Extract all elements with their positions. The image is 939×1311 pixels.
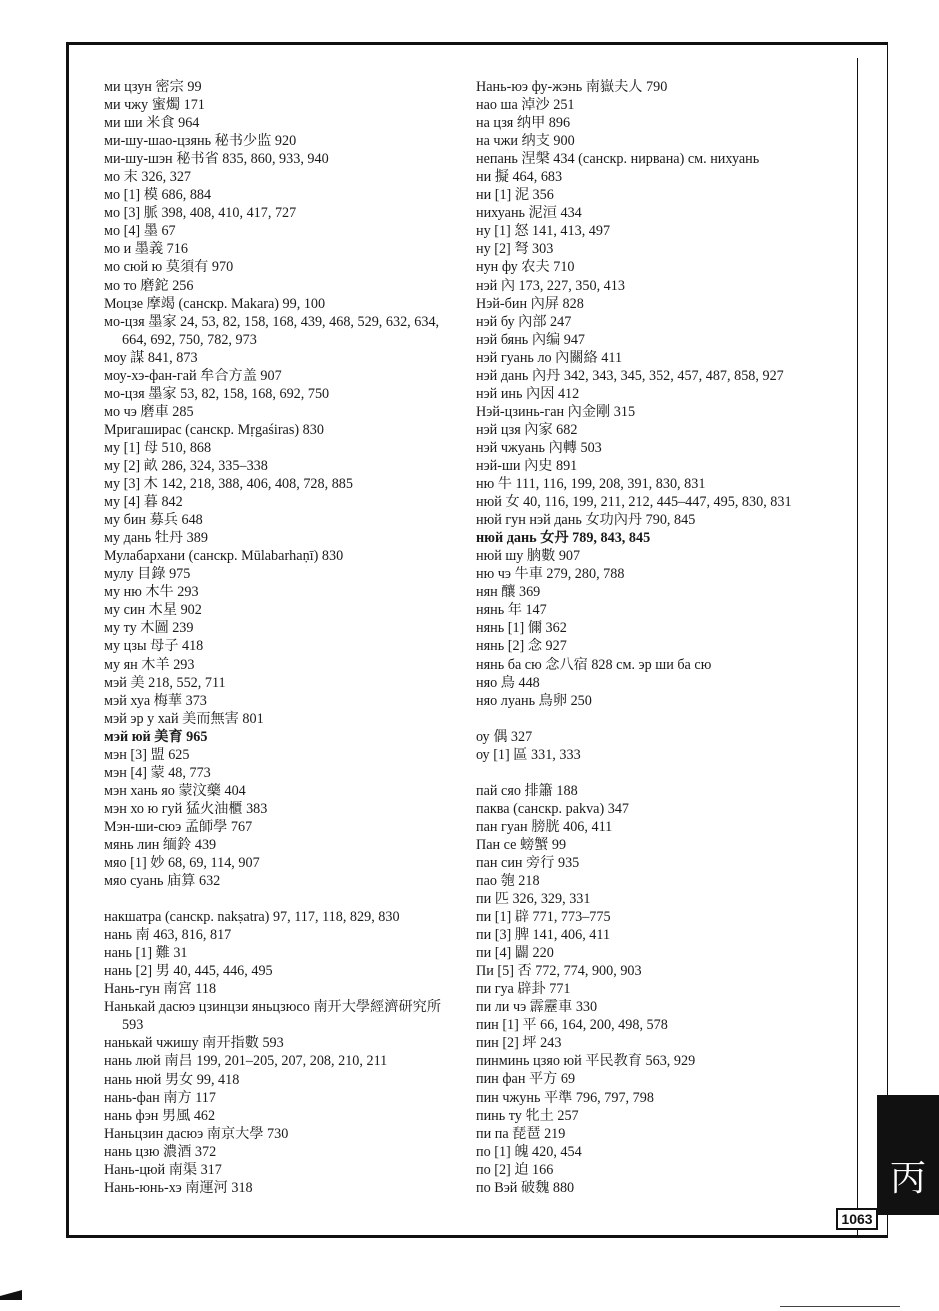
index-entry: мяо суань 庙算 632 <box>104 873 221 890</box>
index-entry: нэй дань 內丹 342, 343, 345, 352, 457, 487, 858, 927 <box>476 367 784 384</box>
index-entry: нао ша 淖沙 251 <box>476 97 575 114</box>
index-entry: пи [3] 脾 141, 406, 411 <box>476 927 611 944</box>
index-entry: мо сюй ю 莫須有 970 <box>104 259 234 276</box>
index-entry: мэй эр у хай 美而無害 801 <box>104 710 264 727</box>
index-entry: нюй шу 朒數 907 <box>476 548 581 565</box>
index-entry: му [4] 暮 842 <box>104 494 183 511</box>
index-entry: нань [2] 男 40, 445, 446, 495 <box>104 963 273 980</box>
index-entry: нянь [2] 念 927 <box>476 638 567 655</box>
index-entry: ми ши 米食 964 <box>104 115 200 132</box>
index-entry: Моцзе 摩竭 (санскр. Makara) 99, 100 <box>104 295 326 312</box>
index-entry: Мэн-ши-сюэ 孟師學 767 <box>104 818 253 835</box>
index-entry: Пи [5] 否 772, 774, 900, 903 <box>476 963 642 980</box>
index-entry: нэй чжуань 內轉 503 <box>476 439 602 456</box>
index-column-left <box>104 78 459 1197</box>
index-entry: Нэй-цзинь-ган 內金剛 315 <box>476 403 636 420</box>
index-entry: му ту 木圖 239 <box>104 620 194 637</box>
index-entry: му дань 牡丹 389 <box>104 530 208 547</box>
index-entry: оу 偶 327 <box>476 728 533 745</box>
index-entry: непань 涅槃 434 (санскр. нирвана) см. нихуань <box>476 151 760 168</box>
index-entry: нихуань 泥洹 434 <box>476 205 582 222</box>
index-entry: Мулабархани (санскр. Mūlabarhaṇī) 830 <box>104 548 344 565</box>
index-entry: мо 末 326, 327 <box>104 169 192 186</box>
index-entry: моу 謀 841, 873 <box>104 349 198 366</box>
index-entry: ми-шу-шэн 秘书省 835, 860, 933, 940 <box>104 151 329 168</box>
index-entry: мэн хо ю гуй 猛火油櫃 383 <box>104 800 268 817</box>
index-entry: мо [3] 脈 398, 408, 410, 417, 727 <box>104 205 297 222</box>
index-entry: пин [2] 坪 243 <box>476 1035 562 1052</box>
index-entry: мо чэ 磨車 285 <box>104 403 194 420</box>
index-entry: Нанькай дасюэ цзинцзи яньцзюсо 南开大學經濟研究所 593 <box>104 999 442 1034</box>
index-entry: му ян 木羊 293 <box>104 656 195 673</box>
index-entry: мэн хань яо 蒙汶藥 404 <box>104 782 246 799</box>
index-entry: Нэй-бин 內屏 828 <box>476 295 584 312</box>
index-entry: пинминь цзяо юй 平民教育 563, 929 <box>476 1053 696 1070</box>
index-entry: мулу 目錄 975 <box>104 566 191 583</box>
index-entry: пин фан 平方 69 <box>476 1071 576 1088</box>
index-entry: Нань-юнь-хэ 南運河 318 <box>104 1179 253 1196</box>
index-entry: Мригаширас (санскр. Mṛgaśiras) 830 <box>104 421 324 438</box>
index-entry: мэн [4] 蒙 48, 773 <box>104 764 211 781</box>
index-entry: пин чжунь 平準 796, 797, 798 <box>476 1089 654 1106</box>
index-entry: на чжи 纳支 900 <box>476 133 575 150</box>
index-entry: по [2] 迫 166 <box>476 1161 554 1178</box>
index-entry: нэй гуань ло 內關絡 411 <box>476 349 623 366</box>
index-entry: мо-цзя 墨家 53, 82, 158, 168, 692, 750 <box>104 385 330 402</box>
index-entry: оу [1] 區 331, 333 <box>476 746 581 763</box>
index-entry: нэй цзя 內家 682 <box>476 421 578 438</box>
index-entry: му [2] 畝 286, 324, 335–338 <box>104 457 268 474</box>
index-entry: мо [1] 模 686, 884 <box>104 187 212 204</box>
index-entry: мэн [3] 盟 625 <box>104 746 190 763</box>
index-entry: нун фу 农夫 710 <box>476 259 575 276</box>
index-entry: Пан се 螃蟹 99 <box>476 836 567 853</box>
index-entry: по [1] 魄 420, 454 <box>476 1143 582 1160</box>
index-entry: му цзы 母子 418 <box>104 638 204 655</box>
index-entry: му [3] 木 142, 218, 388, 406, 408, 728, 885 <box>104 476 353 493</box>
scan-bottom-line <box>780 1306 900 1307</box>
index-entry: нэй инь 內因 412 <box>476 385 580 402</box>
index-entry: накшатра (санскр. nakṣatra) 97, 117, 118, 829, 830 <box>104 909 400 926</box>
index-entry: нэй бянь 內编 947 <box>476 331 586 348</box>
index-entry: нэй бу 內部 247 <box>476 313 572 330</box>
index-entry: пинь ту 牝土 257 <box>476 1107 579 1124</box>
index-entry: нян 釀 369 <box>476 584 541 601</box>
index-entry: пи ли чэ 霹靂車 330 <box>476 999 598 1016</box>
index-entry: ну [1] 怒 141, 413, 497 <box>476 223 611 240</box>
index-entry: нянь ба сю 念八宿 828 см. эр ши ба сю <box>476 656 712 673</box>
index-entry: нань-фан 南方 117 <box>104 1089 216 1106</box>
section-tab <box>877 1095 939 1215</box>
index-entry: мэй юй 美育 965 <box>104 728 208 745</box>
index-entry: нанькай чжишу 南开指數 593 <box>104 1035 284 1052</box>
index-entry: мянь лин 缅鈴 439 <box>104 836 217 853</box>
section-tab-character: 丙 <box>889 1158 926 1199</box>
index-entry: му син 木星 902 <box>104 602 202 619</box>
index-entry: пан син 旁行 935 <box>476 854 580 871</box>
index-entry: пи па 琵琶 219 <box>476 1125 566 1142</box>
index-entry: нань цзю 濃酒 372 <box>104 1143 217 1160</box>
index-entry: пай сяо 排簫 188 <box>476 782 578 799</box>
index-column-right <box>476 78 848 1197</box>
index-entry: Нань-гун 南宮 118 <box>104 981 217 998</box>
index-entry: мэй 美 218, 552, 711 <box>104 674 226 691</box>
index-entry: пи 匹 326, 329, 331 <box>476 891 591 908</box>
index-entry: мо и 墨義 716 <box>104 241 188 258</box>
index-gap <box>476 764 848 782</box>
index-entry: няо 鳥 448 <box>476 674 540 691</box>
index-gap <box>104 890 459 908</box>
index-entry: няо луань 鳥卵 250 <box>476 692 592 709</box>
frame-inner-rule <box>857 58 858 1238</box>
index-entry: нянь 年 147 <box>476 602 547 619</box>
index-entry: пи гуа 辟卦 771 <box>476 981 571 998</box>
index-entry: паква (санскр. pakva) 347 <box>476 800 630 817</box>
index-entry: му ню 木牛 293 <box>104 584 199 601</box>
index-entry: ми чжу 蜜燭 171 <box>104 97 205 114</box>
index-entry: Наньцзин дасюэ 南京大學 730 <box>104 1125 289 1142</box>
index-entry: му бин 募兵 648 <box>104 512 203 529</box>
index-entry: пи [1] 辟 771, 773–775 <box>476 909 611 926</box>
index-entry: пан гуан 膀胱 406, 411 <box>476 818 613 835</box>
index-entry: нань нюй 男女 99, 418 <box>104 1071 240 1088</box>
index-entry: нань [1] 難 31 <box>104 945 188 962</box>
index-entry: на цзя 纳甲 896 <box>476 115 571 132</box>
index-entry: Нань-юэ фу-жэнь 南嶽夫人 790 <box>476 79 668 95</box>
index-entry: нюй 女 40, 116, 199, 211, 212, 445–447, 495, 830, 831 <box>476 494 792 511</box>
index-entry: Нань-цюй 南渠 317 <box>104 1161 222 1178</box>
index-entry: нань фэн 男風 462 <box>104 1107 216 1124</box>
index-entry: му [1] 母 510, 868 <box>104 439 212 456</box>
index-entry: ми-шу-шао-цзянь 秘书少监 920 <box>104 133 297 150</box>
index-entry: моу-хэ-фан-гай 牟合方盖 907 <box>104 367 282 384</box>
index-entry: мо то 磨鉈 256 <box>104 277 194 294</box>
index-entry: ну [2] 弩 303 <box>476 241 554 258</box>
index-entry: пи [4] 闢 220 <box>476 945 554 962</box>
index-entry: пин [1] 平 66, 164, 200, 498, 578 <box>476 1017 668 1034</box>
scan-corner-mark <box>0 1290 22 1300</box>
index-entry: мо-цзя 墨家 24, 53, 82, 158, 168, 439, 468, 529, 632, 634, 664, 692, 750, 782, 973 <box>104 313 440 348</box>
index-entry: нань люй 南吕 199, 201–205, 207, 208, 210, 211 <box>104 1053 388 1070</box>
index-gap <box>476 710 848 728</box>
index-entry: нюй дань 女丹 789, 843, 845 <box>476 530 651 547</box>
index-entry: по Вэй 破魏 880 <box>476 1179 575 1196</box>
index-entry: нянь [1] 儞 362 <box>476 620 567 637</box>
index-entry: ми цзун 密宗 99 <box>104 79 202 95</box>
index-entry: пао 匏 218 <box>476 872 540 889</box>
index-entry: нэй 內 173, 227, 350, 413 <box>476 277 625 294</box>
index-entry: ню 牛 111, 116, 199, 208, 391, 830, 831 <box>476 476 706 493</box>
page-number: 1063 <box>836 1208 878 1230</box>
index-entry: мо [4] 墨 67 <box>104 223 176 240</box>
index-entry: мяо [1] 妙 68, 69, 114, 907 <box>104 855 260 872</box>
index-entry: ню чэ 牛車 279, 280, 788 <box>476 566 625 583</box>
index-entry: мэй хуа 梅華 373 <box>104 692 207 709</box>
index-entry: нэй-ши 內史 891 <box>476 457 578 474</box>
index-entry: нань 南 463, 816, 817 <box>104 927 232 944</box>
index-entry: ни 擬 464, 683 <box>476 169 563 186</box>
index-entry: нюй гун нэй дань 女功內丹 790, 845 <box>476 512 696 529</box>
index-entry: ни [1] 泥 356 <box>476 187 554 204</box>
